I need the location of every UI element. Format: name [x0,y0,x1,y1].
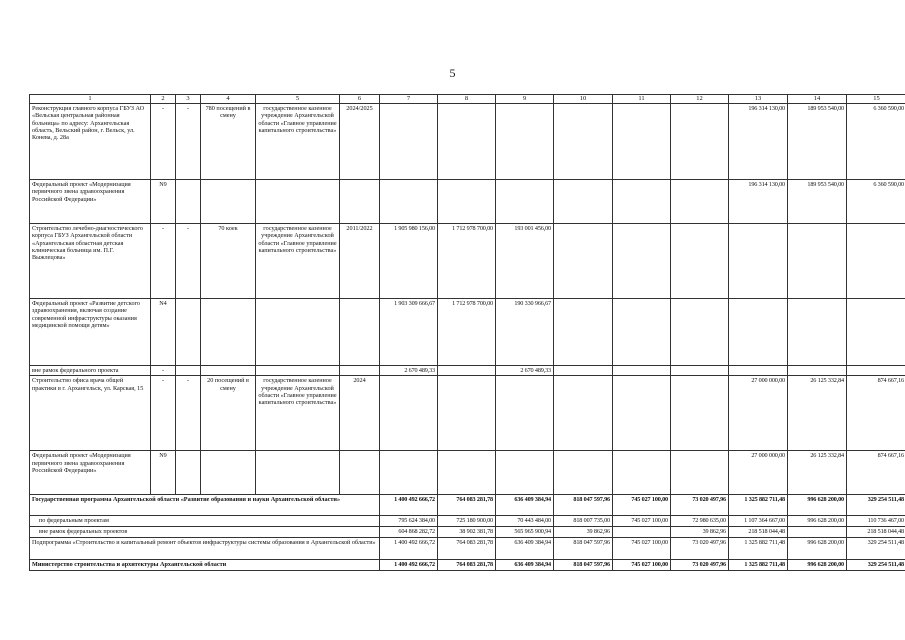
table-cell: N9 [151,180,176,224]
table-cell: 996 628 200,00 [788,538,847,560]
table-cell [201,299,256,366]
table-cell [671,104,729,180]
table-cell: 2 670 489,33 [380,366,438,376]
table-cell: 39 862,96 [554,527,613,538]
table-cell [554,299,613,366]
table-cell [438,376,496,451]
table-cell [554,366,613,376]
table-cell: 329 254 511,48 [847,495,905,516]
table-cell [788,366,847,376]
table-cell [671,451,729,495]
table-cell [176,299,201,366]
table-cell: 27 000 000,00 [729,451,788,495]
column-header: 4 [201,95,256,104]
table-cell: 1 905 980 156,00 [380,224,438,299]
column-header: 3 [176,95,201,104]
table-cell: 636 409 384,94 [496,560,554,571]
table-cell [496,451,554,495]
column-header: 12 [671,95,729,104]
table-cell: государственное казенное учреждение Архангельской области «Главное управление капитального строительства» [256,224,340,299]
table-cell: 38 902 381,78 [438,527,496,538]
table-cell [496,104,554,180]
table-cell: - [176,376,201,451]
table-cell [613,527,671,538]
table-cell [256,299,340,366]
table-cell: 218 518 044,48 [847,527,905,538]
table-cell [613,299,671,366]
column-header: 7 [380,95,438,104]
table-cell: 874 667,16 [847,376,905,451]
table-cell: 996 628 200,00 [788,516,847,527]
table-cell: 565 965 900,94 [496,527,554,538]
table-cell: 818 047 597,96 [554,560,613,571]
table-cell: 26 125 332,84 [788,451,847,495]
table-cell: 189 953 540,00 [788,180,847,224]
table-cell: 818 047 597,96 [554,495,613,516]
table-cell: 1 107 364 667,00 [729,516,788,527]
table-cell [613,451,671,495]
column-header: 15 [847,95,905,104]
table-cell: - [176,224,201,299]
table-row [30,495,905,516]
table-cell: 329 254 511,48 [847,560,905,571]
table-cell [847,299,905,366]
budget-table [29,94,905,571]
table-cell [671,180,729,224]
table-cell: 26 125 332,84 [788,376,847,451]
table-body [30,95,905,571]
row-label: Строительство лечебно-диагностического корпуса ГБУЗ Архангельской области «Архангельская областная детская клиническая больница им. П.Г. Выжлецова» [30,224,151,299]
table-cell: 2024/2025 [340,104,380,180]
table-cell [554,104,613,180]
table-cell: 996 628 200,00 [788,560,847,571]
table-cell: 764 083 281,78 [438,538,496,560]
table-cell [613,366,671,376]
table-cell [613,224,671,299]
table-row [30,180,905,224]
table-cell: 604 868 282,72 [380,527,438,538]
table-cell: государственное казенное учреждение Архангельской области «Главное управление капитального строительства» [256,376,340,451]
table-cell: 72 980 635,00 [671,516,729,527]
table-cell: 996 628 200,00 [788,495,847,516]
table-cell: 20 посещений в смену [201,376,256,451]
table-cell: N9 [151,451,176,495]
table-cell [671,376,729,451]
column-header: 2 [151,95,176,104]
row-label: Федеральный проект «Модернизация первичного звена здравоохранения Российской Федерации» [30,180,151,224]
table-cell [340,451,380,495]
table-cell: 1 903 309 666,67 [380,299,438,366]
table-cell: государственное казенное учреждение Архангельской области «Главное управление капитального строительства» [256,104,340,180]
table-row [30,104,905,180]
table-cell: 745 027 100,00 [613,495,671,516]
table-cell: N4 [151,299,176,366]
table-cell [201,180,256,224]
table-cell: 39 862,96 [671,527,729,538]
row-label: Федеральный проект «Модернизация первичного звена здравоохранения Российской Федерации» [30,451,151,495]
table-cell: 6 360 590,00 [847,180,905,224]
table-cell [788,527,847,538]
table-row [30,451,905,495]
table-row [30,527,905,538]
table-cell: 780 посещений в смену [201,104,256,180]
table-cell [729,224,788,299]
table-cell: 73 020 497,96 [671,560,729,571]
table-cell: 329 254 511,48 [847,538,905,560]
table-row [30,366,905,376]
table-cell: - [151,104,176,180]
table-row [30,224,905,299]
table-cell: 190 330 966,67 [496,299,554,366]
table-cell: 2011/2022 [340,224,380,299]
table-cell [788,224,847,299]
row-label: Государственная программа Архангельской области «Развитие образования и науки Архангельской области» [30,495,380,516]
table-cell: - [151,366,176,376]
column-header: 6 [340,95,380,104]
table-cell [671,299,729,366]
table-cell [847,366,905,376]
table-cell [496,376,554,451]
table-cell: 1 325 882 711,48 [729,538,788,560]
table-cell: 1 325 882 711,48 [729,495,788,516]
table-cell: 196 314 130,00 [729,104,788,180]
table-cell [176,451,201,495]
header-row [30,95,905,104]
table-cell [340,180,380,224]
column-header: 5 [256,95,340,104]
table-cell: 193 001 456,00 [496,224,554,299]
table-cell: 1 325 882 711,48 [729,560,788,571]
table-cell: 73 020 497,96 [671,538,729,560]
table-row [30,538,905,560]
table-cell [438,104,496,180]
table-cell: 745 027 100,00 [613,516,671,527]
table-cell [380,180,438,224]
table-cell: 1 712 978 700,00 [438,224,496,299]
table-cell [176,366,201,376]
table-cell: 1 400 492 666,72 [380,560,438,571]
table-cell: 745 027 100,00 [613,560,671,571]
table-cell [613,180,671,224]
table-cell: 764 083 281,78 [438,560,496,571]
table-cell [256,180,340,224]
table-cell [554,180,613,224]
table-cell: 818 047 597,96 [554,538,613,560]
table-cell [438,180,496,224]
table-cell: 1 400 492 666,72 [380,495,438,516]
row-label: Реконструкция главного корпуса ГБУЗ АО «Вельская центральная районная больница» по адресу: Архангельская область, Вельский район, г. Вельск, ул. Конева, д. 28а [30,104,151,180]
table-cell: 818 007 735,00 [554,516,613,527]
row-label: по федеральным проектам [30,516,380,527]
table-cell: 636 409 384,94 [496,538,554,560]
column-header: 8 [438,95,496,104]
table-cell: 70 443 484,00 [496,516,554,527]
row-label: Министерство строительства и архитектуры Архангельской области [30,560,380,571]
table-cell: 2 670 489,33 [496,366,554,376]
table-cell [729,366,788,376]
table-row [30,560,905,571]
column-header: 11 [613,95,671,104]
page-number: 5 [449,66,456,80]
table-cell: 764 083 281,78 [438,495,496,516]
table-row [30,376,905,451]
table-cell: 745 027 100,00 [613,538,671,560]
table-cell: 636 409 384,94 [496,495,554,516]
table-cell [256,366,340,376]
table-cell: 73 020 497,96 [671,495,729,516]
table-cell: - [151,376,176,451]
table-row [30,299,905,366]
table-cell [380,376,438,451]
row-label: вне рамок федерального проекта [30,366,151,376]
table-cell: 196 314 130,00 [729,180,788,224]
table-cell [613,104,671,180]
row-label: вне рамок федеральных проектов [30,527,380,538]
table-cell: 1 712 978 700,00 [438,299,496,366]
column-header: 10 [554,95,613,104]
table-cell [554,451,613,495]
table-cell [613,376,671,451]
table-cell: 725 180 900,00 [438,516,496,527]
table-cell [256,451,340,495]
table-cell: 874 667,16 [847,451,905,495]
table-cell: 189 953 540,00 [788,104,847,180]
row-label: Строительство офиса врача общей практики в г. Архангельск, ул. Карская, 15 [30,376,151,451]
table-cell [554,224,613,299]
table-cell [201,451,256,495]
table-cell [496,180,554,224]
table-cell [847,224,905,299]
table-cell [554,376,613,451]
table-cell [201,366,256,376]
table-cell: 1 400 492 666,72 [380,538,438,560]
table-row [30,516,905,527]
table-cell [380,104,438,180]
table-cell [671,366,729,376]
table-cell: 795 624 384,00 [380,516,438,527]
table-cell [380,451,438,495]
table-cell [438,451,496,495]
table-cell [788,299,847,366]
table-cell [340,366,380,376]
row-label: Федеральный проект «Развитие детского здравоохранения, включая создание современной инфраструктуры оказания медицинской помощи детям» [30,299,151,366]
table-cell: - [151,224,176,299]
column-header: 1 [30,95,151,104]
table-cell: 70 коек [201,224,256,299]
table-cell: 6 360 590,00 [847,104,905,180]
table-cell: 27 000 000,00 [729,376,788,451]
table-cell: 218 518 044,48 [729,527,788,538]
column-header: 13 [729,95,788,104]
table-cell [729,299,788,366]
table-cell [340,299,380,366]
table-cell [176,180,201,224]
table-cell [671,224,729,299]
column-header: 9 [496,95,554,104]
column-header: 14 [788,95,847,104]
table-cell: 110 736 467,00 [847,516,905,527]
table-cell [438,366,496,376]
table-cell: - [176,104,201,180]
table-cell: 2024 [340,376,380,451]
row-label: Подпрограмма «Строительство и капитальный ремонт объектов инфраструктуры системы образования в Архангельской области» [30,538,380,560]
